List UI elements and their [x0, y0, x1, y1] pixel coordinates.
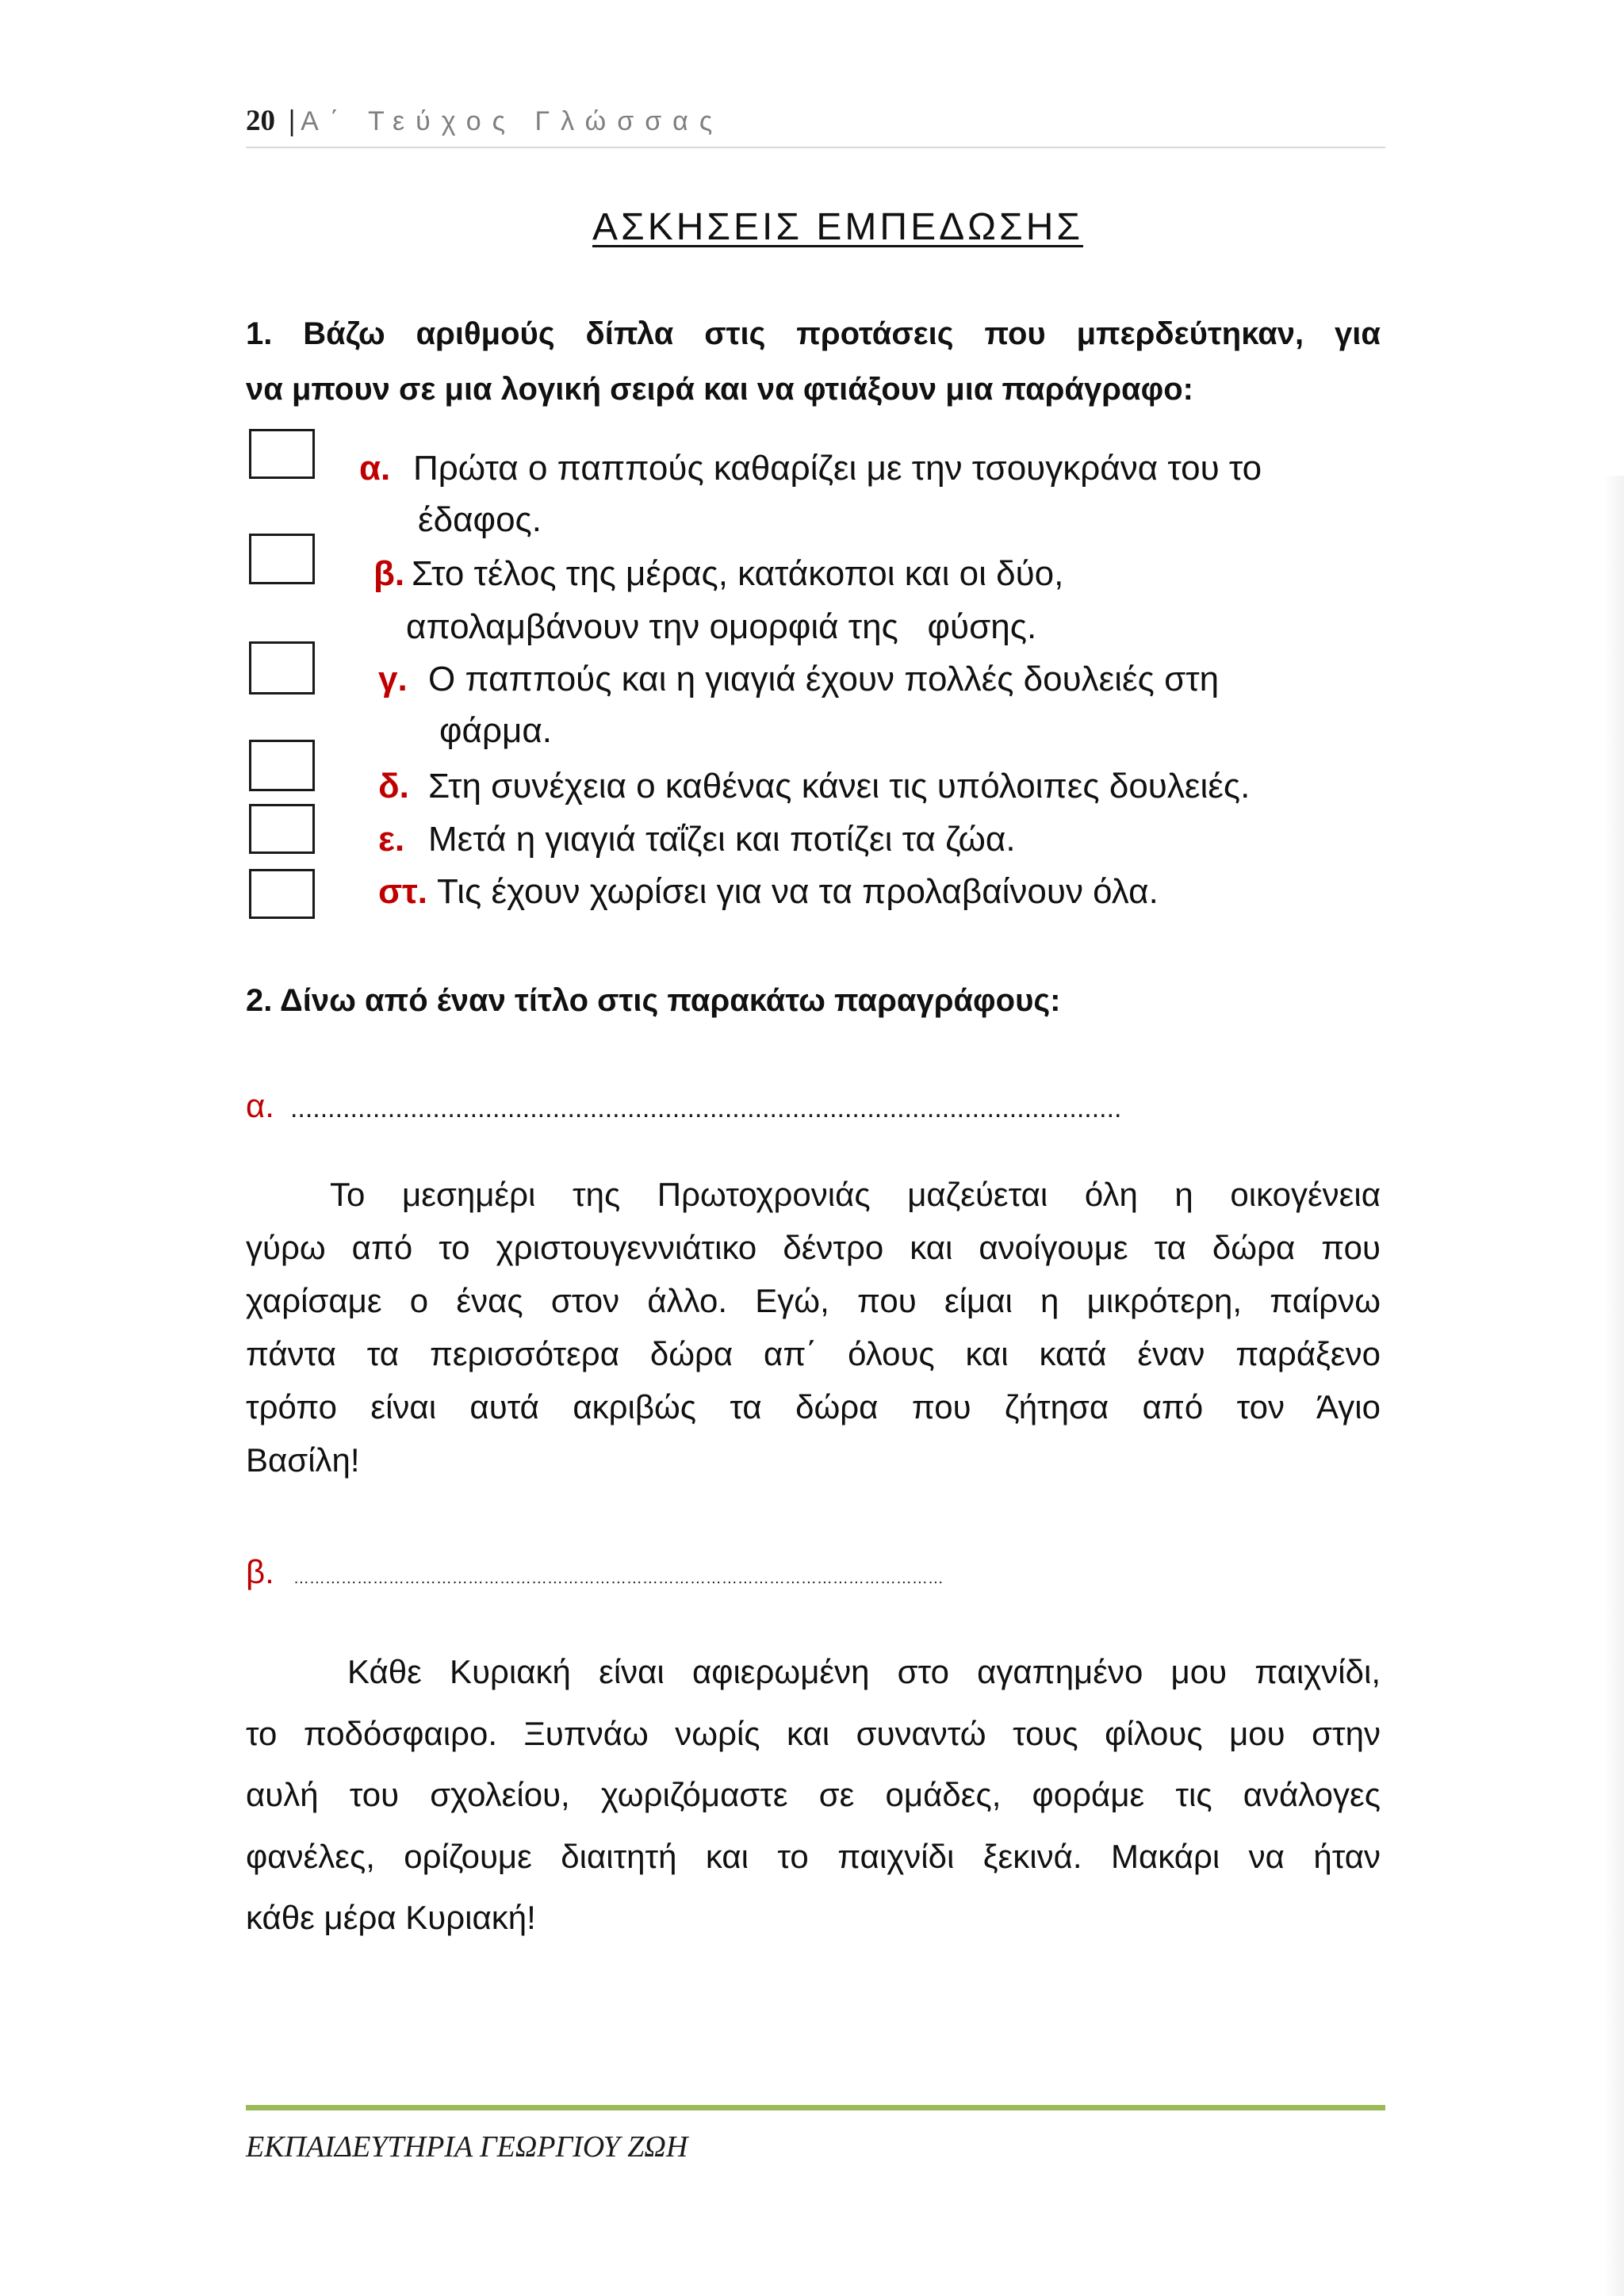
sentence-continuation: απολαμβάνουν την ομορφιά της φύσης.: [406, 607, 1037, 646]
passage-line: Κάθε Κυριακή είναι αφιερωμένη στο αγαπημένο μου παιχνίδι,: [347, 1653, 1381, 1690]
book-title: Α΄ Τεύχος Γλώσσας: [301, 106, 724, 136]
page-number: 20: [246, 105, 275, 137]
passage-label: β.: [246, 1553, 274, 1590]
title-dotted-line: ……………………………………………………………………………………………………………: [293, 1570, 944, 1587]
sentence-text: Στο τέλος της μέρας, κατάκοποι και οι δύο,: [412, 554, 1064, 593]
passage-line: κάθε μέρα Κυριακή!: [246, 1899, 536, 1936]
header-rule: [246, 147, 1385, 148]
answer-box-5: [249, 804, 315, 854]
sentence-item-e: [378, 816, 1385, 863]
sentence-continuation: φάρμα.: [439, 711, 553, 750]
sentence-label: στ.: [378, 872, 427, 911]
answer-box-1: [249, 429, 315, 479]
sentence-text: Μετά η γιαγιά ταΐζει και ποτίζει τα ζώα.: [428, 820, 1016, 859]
title-dotted-line: ...............................................................................................................: [289, 1093, 1122, 1123]
answer-box-4: [249, 740, 315, 791]
sentence-text: Στη συνέχεια ο καθένας κάνει τις υπόλοιπες δουλειές.: [428, 767, 1251, 806]
running-header: [246, 101, 1385, 141]
sentence-item-a: [359, 445, 1366, 544]
sentence-item-f: [378, 868, 1385, 916]
sentence-continuation: έδαφος.: [418, 500, 542, 539]
instruction-line: 2. Δίνω από έναν τίτλο στις παρακάτω παραγράφους:: [246, 983, 1061, 1018]
passage-line: Βασίλη!: [246, 1441, 360, 1479]
sentence-label: α.: [359, 449, 391, 488]
sentence-label: ε.: [378, 820, 405, 859]
sentence-item-c: [378, 656, 1385, 755]
sentence-label: β.: [373, 554, 405, 593]
page-edge-shadow: [1603, 476, 1624, 2296]
passage-line: Το μεσημέρι της Πρωτοχρονιάς μαζεύεται όλη η οικογένεια: [330, 1176, 1381, 1213]
passage-line: αυλή του σχολείου, χωριζόμαστε σε ομάδες, φοράμε τις ανάλογες: [246, 1776, 1381, 1813]
page-title: ΑΣΚΗΣΕΙΣ ΕΜΠΕΔΩΣΗΣ: [592, 206, 1084, 248]
passage-line: τρόπο είναι αυτά ακριβώς τα δώρα που ζήτησα από τον Άγιο: [246, 1388, 1381, 1425]
footer-rule: [246, 2105, 1385, 2110]
passage-a: [246, 1168, 1381, 1487]
answer-box-3: [249, 641, 315, 695]
passage-line: φανέλες, ορίζουμε διαιτητή και το παιχνίδι ξεκινά. Μακάρι να ήταν: [246, 1837, 1381, 1875]
header-separator: |: [289, 105, 296, 137]
exercise-2-instruction: [246, 973, 1381, 1028]
passage-b: [246, 1641, 1381, 1949]
instruction-line: να μπουν σε μια λογική σειρά και να φτιάξουν μια παράγραφο:: [246, 372, 1193, 407]
sentence-item-d: [378, 763, 1385, 810]
sentence-item-b: [373, 550, 1381, 651]
exercise-1-instruction: [246, 306, 1381, 417]
passage-line: χαρίσαμε ο ένας στον άλλο. Εγώ, που είμαι η μικρότερη, παίρνω: [246, 1282, 1381, 1319]
passage-line: το ποδόσφαιρο. Ξυπνάω νωρίς και συναντώ τους φίλους μου στην: [246, 1714, 1381, 1752]
passage-a-title-blank: [246, 1084, 1381, 1128]
passage-b-title-blank: [246, 1550, 1381, 1594]
sentence-text: Τις έχουν χωρίσει για να τα προλαβαίνουν όλα.: [437, 872, 1159, 911]
answer-box-6: [249, 869, 315, 919]
sentence-text: Ο παππούς και η γιαγιά έχουν πολλές δουλειές στη: [428, 660, 1220, 698]
answer-box-2: [249, 534, 315, 584]
sentence-label: γ.: [378, 660, 408, 698]
footer-school-name: ΕΚΠΑΙΔΕΥΤΗΡΙΑ ΓΕΩΡΓΙΟΥ ΖΩΗ: [246, 2130, 688, 2164]
sentence-label: δ.: [378, 767, 409, 806]
instruction-line: 1. Βάζω αριθμούς δίπλα στις προτάσεις που μπερδεύτηκαν, για: [246, 316, 1381, 351]
sentence-text: Πρώτα ο παππούς καθαρίζει με την τσουγκράνα του το: [413, 449, 1262, 488]
passage-label: α.: [246, 1087, 274, 1124]
passage-line: γύρω από το χριστουγεννιάτικο δέντρο και ανοίγουμε τα δώρα που: [246, 1229, 1381, 1266]
passage-line: πάντα τα περισσότερα δώρα απ΄ όλους και κατά έναν παράξενο: [246, 1335, 1381, 1372]
